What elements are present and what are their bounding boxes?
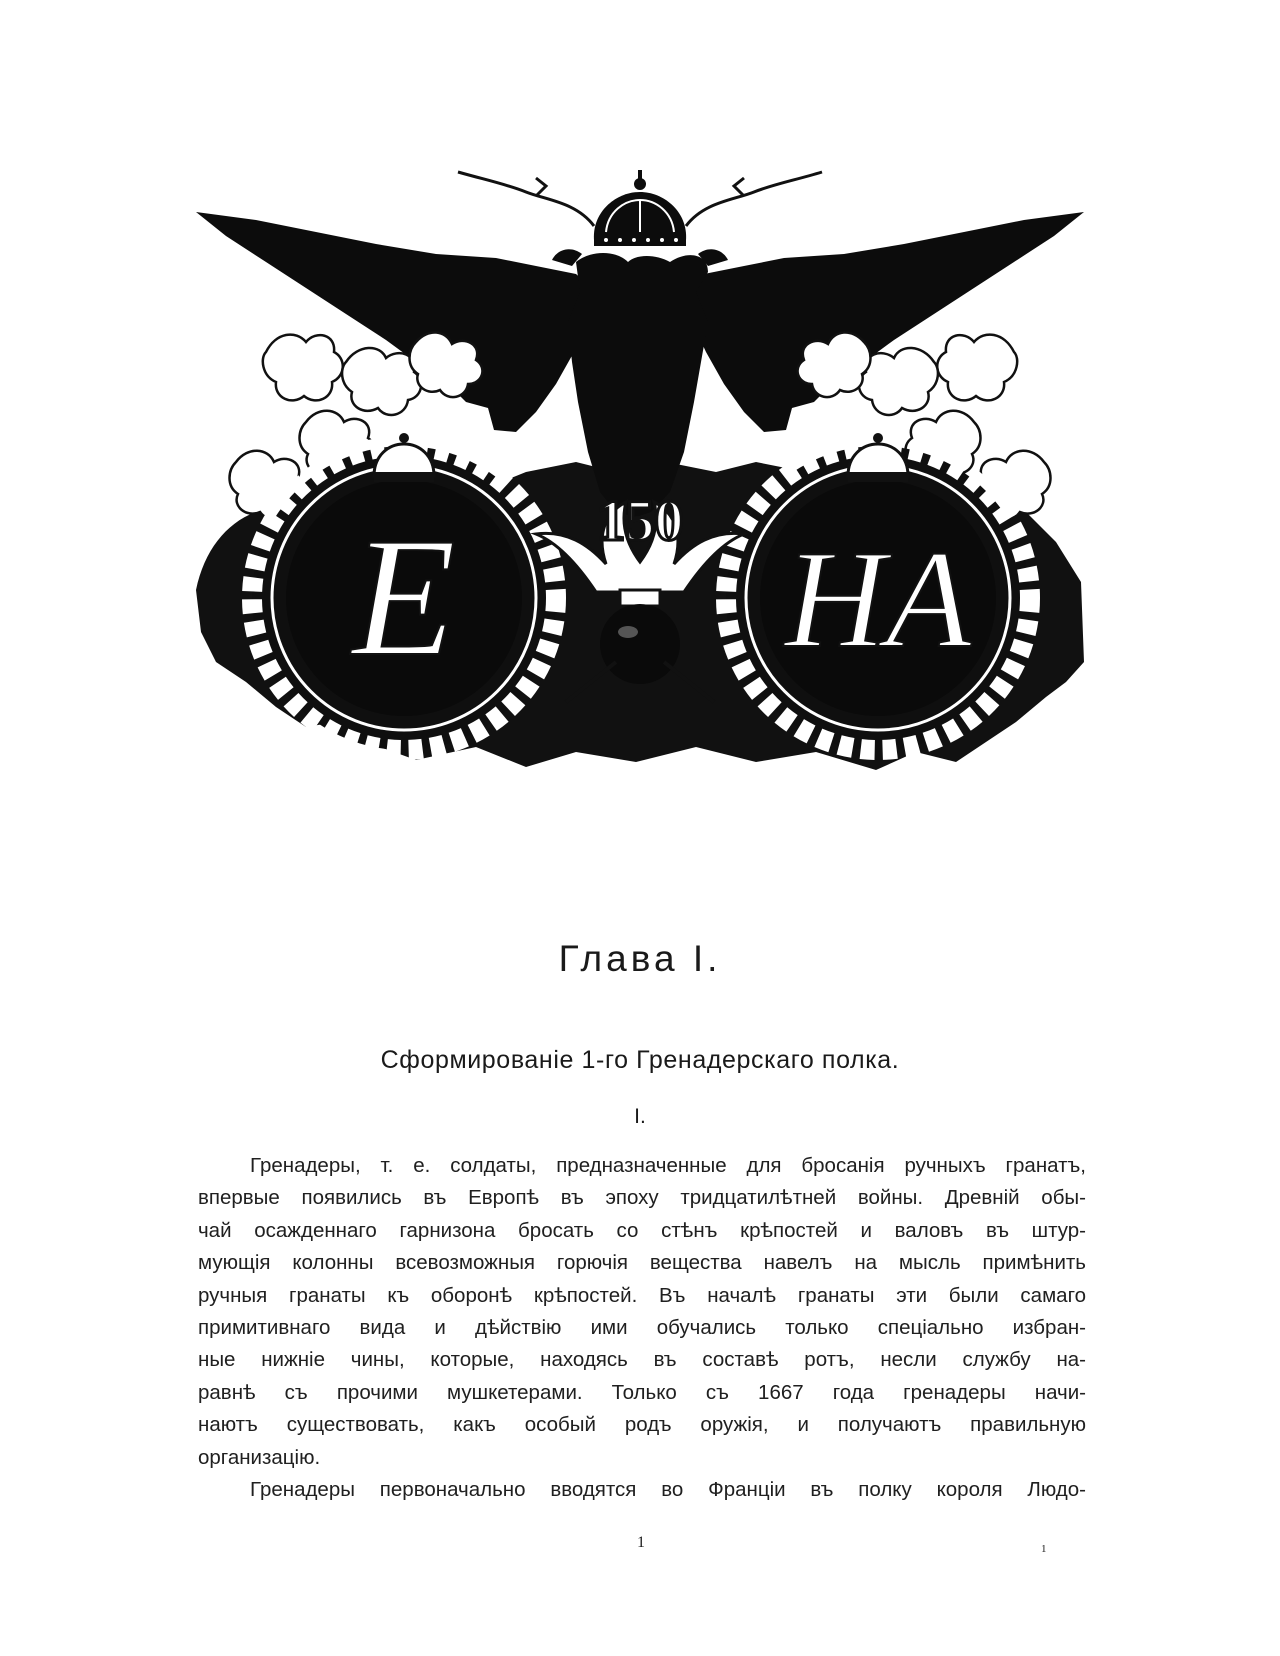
section-numeral: I. [634, 1105, 646, 1128]
body-text [198, 1150, 1086, 1506]
text-line: Гренадеры, т. е. солдаты, предназначенные для бросанія ручныхъ гранатъ, [250, 1154, 1086, 1177]
text-line: ручныя гранаты къ оборонѣ крѣпостей. Въ началѣ гранаты эти были самаго [198, 1283, 1086, 1307]
text-line: впервые появились въ Европѣ въ эпоху тридцатилѣтней войны. Древній обы- [198, 1186, 1086, 1210]
text-line: чай осажденнаго гарнизона бросать со стѣнъ крѣпостей и валовъ въ штур- [198, 1218, 1086, 1242]
page-number: 1 [637, 1534, 645, 1551]
headpiece-emblem [196, 162, 1084, 770]
text-line: ные нижніе чины, которые, находясь въ составѣ ротъ, несли службу на- [198, 1348, 1086, 1372]
text-line: равнѣ съ прочими мушкетерами. Только съ 1667 года гренадеры начи- [198, 1380, 1086, 1404]
chapter-title: Глава I. [558, 938, 722, 979]
imperial-crown [594, 170, 686, 246]
text-line: организацію. [198, 1445, 321, 1469]
monogram-left: Е [352, 503, 456, 691]
text-line: примитивнаго вида и дѣйствію ими обучались только спеціально избран- [198, 1316, 1086, 1340]
text-line: мующія колонны всевозможныя горючія вещества навелъ на мысль примѣнить [198, 1251, 1086, 1275]
section-title: Сформированіе 1-го Гренадерскаго полка. [380, 1046, 900, 1074]
text-line: наютъ существовать, какъ особый родъ оружія, и получаютъ правильную [198, 1413, 1086, 1437]
corner-mark: 1 [1041, 1543, 1047, 1555]
regiment-number: 150 [596, 488, 684, 553]
monogram-right: НА [784, 522, 972, 677]
text-line: Гренадеры первоначально вводятся во Франціи въ полку короля Людо- [250, 1478, 1086, 1502]
